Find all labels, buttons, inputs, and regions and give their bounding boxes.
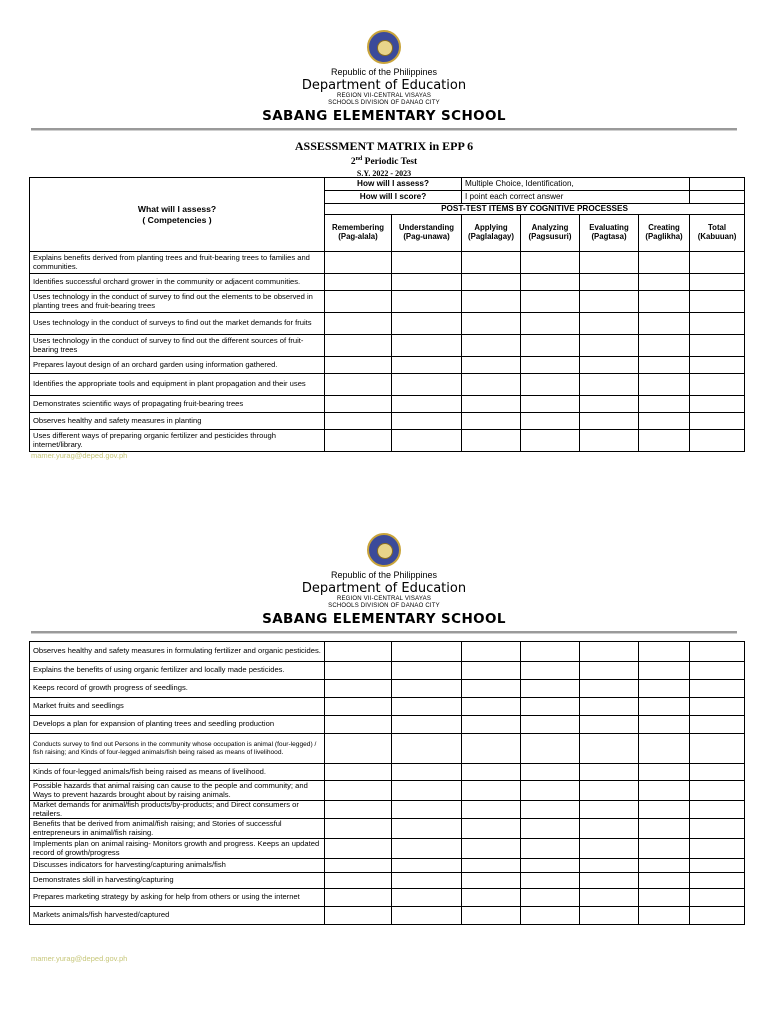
count-cell [462,413,521,430]
count-cell [462,274,521,291]
page2-competency-rows [30,642,745,925]
how-score-label: How will I score? [325,191,462,204]
count-cell [462,873,521,889]
count-cell [325,396,392,413]
count-cell [639,716,690,734]
count-cell [521,839,580,859]
count-cell [639,335,690,357]
count-cell [392,781,462,801]
count-cell [580,734,639,764]
count-cell [462,734,521,764]
count-cell [639,357,690,374]
level-fil: (Paglalagay) [468,232,514,241]
count-cell [392,839,462,859]
periodic-rest: Periodic Test [362,157,418,168]
count-cell [639,413,690,430]
school-name: SABANG ELEMENTARY SCHOOL [262,108,506,124]
count-cell [580,859,639,873]
competency-row [30,734,745,764]
competency-text: Develops a plan for expansion of planting trees and seedling production [30,716,325,734]
count-cell [580,819,639,839]
how-assess-value: Multiple Choice, Identification, [462,178,690,191]
competency-text: Benefits that be derived from animal/fish raising; and Stories of successful entrepreneurs in animal/fish raising. [30,819,325,839]
count-cell [690,335,745,357]
count-cell [580,680,639,698]
count-cell [462,781,521,801]
count-cell [521,873,580,889]
level-fil: (Pagtasa) [591,232,627,241]
empty-cell [690,191,745,204]
competency-row [30,413,745,430]
count-cell [325,430,392,452]
level-evaluating [580,215,639,252]
count-cell [462,801,521,819]
count-cell [690,430,745,452]
competencies-label: ( Competencies ) [142,214,212,225]
region-text: REGION VII-CENTRAL VISAYAS [336,93,432,99]
competency-text: Uses different ways of preparing organic fertilizer and pesticides through internet/library. [30,430,325,452]
count-cell [639,734,690,764]
how-score-value: I point each correct answer [462,191,690,204]
count-cell [690,764,745,781]
count-cell [521,680,580,698]
count-cell [690,716,745,734]
count-cell [392,291,462,313]
periodic-sup: nd [355,156,363,162]
count-cell [639,819,690,839]
count-cell [521,764,580,781]
count-cell [639,764,690,781]
count-cell [580,252,639,274]
level-en: Understanding [398,223,454,233]
count-cell [392,680,462,698]
deped-seal-icon [367,30,401,64]
count-cell [392,873,462,889]
competency-row [30,680,745,698]
count-cell [580,313,639,335]
count-cell [690,274,745,291]
count-cell [462,313,521,335]
republic-text: Republic of the Philippines [330,570,438,580]
count-cell [639,662,690,680]
count-cell [580,764,639,781]
count-cell [690,734,745,764]
count-cell [462,839,521,859]
count-cell [690,396,745,413]
level-fil: (Kabuuan) [697,232,737,241]
title-periodic [0,153,768,168]
competency-text: Implements plan on animal raising- Monitors growth and progress. Keeps an updated record of growth/progress [30,839,325,859]
count-cell [639,374,690,396]
count-cell [639,642,690,662]
count-cell [392,716,462,734]
count-cell [639,859,690,873]
count-cell [462,357,521,374]
count-cell [580,335,639,357]
count-cell [325,859,392,873]
count-cell [462,698,521,716]
count-cell [521,734,580,764]
count-cell [690,859,745,873]
count-cell [325,873,392,889]
deped-seal-icon [367,533,401,567]
count-cell [580,716,639,734]
count-cell [462,662,521,680]
count-cell [580,642,639,662]
count-cell [580,801,639,819]
count-cell [392,734,462,764]
count-cell [325,781,392,801]
count-cell [580,413,639,430]
count-cell [521,413,580,430]
count-cell [462,907,521,925]
count-cell [639,781,690,801]
count-cell [639,680,690,698]
level-en: Applying [474,223,508,233]
count-cell [521,698,580,716]
competency-text: Prepares marketing strategy by asking for help from others or using the internet [30,889,325,907]
count-cell [325,907,392,925]
level-fil: (Paglikha) [645,232,683,241]
page1-competency-rows [30,252,745,452]
count-cell [690,413,745,430]
count-cell [690,889,745,907]
competency-row [30,819,745,839]
count-cell [580,396,639,413]
count-cell [639,274,690,291]
assessment-matrix-table-continued [29,641,745,925]
count-cell [462,335,521,357]
competency-row [30,698,745,716]
count-cell [639,430,690,452]
competency-row [30,716,745,734]
count-cell [580,907,639,925]
count-cell [639,313,690,335]
competency-text: Market fruits and seedlings [30,698,325,716]
level-fil: (Pag-unawa) [403,232,450,241]
competency-text: Uses technology in the conduct of survey to find out the elements to be observed in planting trees and fruit-bearing trees [30,291,325,313]
count-cell [392,819,462,839]
count-cell [392,430,462,452]
count-cell [392,859,462,873]
count-cell [521,335,580,357]
count-cell [521,357,580,374]
count-cell [462,374,521,396]
count-cell [580,430,639,452]
count-cell [392,642,462,662]
count-cell [462,430,521,452]
count-cell [521,859,580,873]
count-cell [325,662,392,680]
count-cell [325,819,392,839]
count-cell [392,801,462,819]
competency-text: Market demands for animal/fish products/by-products; and Direct consumers or retailers. [30,801,325,819]
count-cell [690,839,745,859]
count-cell [392,374,462,396]
assessment-matrix-table [29,177,745,452]
count-cell [521,801,580,819]
level-creating [639,215,690,252]
competency-text: Conducts survey to find out Persons in the community whose occupation is animal (four-legged) / fish raising; and Kinds of four-legged animals/fish being raised as means of livelihood. [30,734,325,764]
count-cell [521,313,580,335]
competency-row [30,291,745,313]
count-cell [690,357,745,374]
count-cell [325,335,392,357]
count-cell [392,662,462,680]
competency-row [30,357,745,374]
count-cell [521,716,580,734]
count-cell [580,291,639,313]
count-cell [690,680,745,698]
count-cell [325,889,392,907]
count-cell [639,907,690,925]
competency-row [30,335,745,357]
count-cell [325,357,392,374]
competency-row [30,839,745,859]
level-en: Evaluating [589,223,629,233]
competency-row [30,859,745,873]
count-cell [580,357,639,374]
level-understanding [392,215,462,252]
page2-header [0,533,768,634]
count-cell [325,252,392,274]
count-cell [690,801,745,819]
header-divider [31,128,737,131]
count-cell [462,819,521,839]
count-cell [639,839,690,859]
count-cell [462,642,521,662]
count-cell [690,873,745,889]
count-cell [639,873,690,889]
competency-row [30,313,745,335]
count-cell [521,396,580,413]
competency-text: Explains the benefits of using organic fertilizer and locally made pesticides. [30,662,325,680]
count-cell [392,357,462,374]
what-assess-label: What will I assess? [137,203,217,214]
competency-text: Identifies the appropriate tools and equipment in plant propagation and their uses [30,374,325,396]
count-cell [690,907,745,925]
level-remembering [325,215,392,252]
count-cell [639,801,690,819]
competency-text: Markets animals/fish harvested/captured [30,907,325,925]
count-cell [690,781,745,801]
level-applying [462,215,521,252]
count-cell [392,764,462,781]
count-cell [325,413,392,430]
post-test-header: POST-TEST ITEMS BY COGNITIVE PROCESSES [325,204,745,215]
count-cell [639,252,690,274]
count-cell [392,413,462,430]
competency-row [30,781,745,801]
count-cell [462,859,521,873]
page1-header [0,30,768,131]
footer-email: mamer.yurag@deped.gov.ph [31,954,128,963]
count-cell [690,313,745,335]
count-cell [325,291,392,313]
competency-text: Uses technology in the conduct of surveys to find out the market demands for fruits [30,313,325,335]
count-cell [580,662,639,680]
how-assess-label: How will I assess? [325,178,462,191]
division-text: SCHOOLS DIVISION OF DANAO CITY [328,603,440,609]
competency-row [30,396,745,413]
count-cell [521,291,580,313]
count-cell [325,698,392,716]
count-cell [580,889,639,907]
count-cell [521,889,580,907]
count-cell [690,291,745,313]
competency-text: Observes healthy and safety measures in planting [30,413,325,430]
competency-text: Explains benefits derived from planting trees and fruit-bearing trees to families and communities. [30,252,325,274]
count-cell [325,642,392,662]
competency-text: Discusses indicators for harvesting/capturing animals/fish [30,859,325,873]
count-cell [325,716,392,734]
competency-row [30,274,745,291]
competency-text: Demonstrates skill in harvesting/capturing [30,873,325,889]
count-cell [690,374,745,396]
count-cell [462,396,521,413]
competency-row [30,801,745,819]
count-cell [580,374,639,396]
competencies-header [30,178,325,252]
count-cell [690,252,745,274]
count-cell [690,662,745,680]
count-cell [690,642,745,662]
count-cell [580,839,639,859]
school-name: SABANG ELEMENTARY SCHOOL [262,611,506,627]
count-cell [580,781,639,801]
count-cell [325,734,392,764]
level-en: Creating [648,223,680,233]
level-fil: (Pagsusuri) [528,232,572,241]
competency-text: Keeps record of growth progress of seedlings. [30,680,325,698]
competency-text: Observes healthy and safety measures in formulating fertilizer and organic pesticides. [30,642,325,662]
competency-row [30,252,745,274]
count-cell [392,907,462,925]
department-text: Department of Education [301,78,467,93]
periodic-ordinal: 2 [350,157,356,168]
competency-text: Demonstrates scientific ways of propagating fruit-bearing trees [30,396,325,413]
department-text: Department of Education [301,581,467,596]
count-cell [462,764,521,781]
count-cell [325,680,392,698]
competency-text: Kinds of four-legged animals/fish being raised as means of livelihood. [30,764,325,781]
competency-row [30,430,745,452]
competency-row [30,907,745,925]
count-cell [580,873,639,889]
count-cell [325,764,392,781]
count-cell [392,252,462,274]
school-year: S.Y. 2022 - 2023 [356,169,412,179]
count-cell [521,662,580,680]
count-cell [392,274,462,291]
count-cell [521,274,580,291]
level-fil: (Pag-alala) [338,232,378,241]
competency-text: Possible hazards that animal raising can cause to the people and community; and Ways to prevent hazards brought about by raising animals. [30,781,325,801]
count-cell [690,698,745,716]
count-cell [639,291,690,313]
level-total [690,215,745,252]
count-cell [521,252,580,274]
count-cell [521,430,580,452]
count-cell [521,374,580,396]
empty-cell [690,178,745,191]
republic-text: Republic of the Philippines [330,67,438,77]
footer-email: mamer.yurag@deped.gov.ph [31,451,128,460]
count-cell [462,680,521,698]
header-divider [31,631,737,634]
region-text: REGION VII-CENTRAL VISAYAS [336,596,432,602]
competency-row [30,764,745,781]
count-cell [580,274,639,291]
count-cell [521,907,580,925]
count-cell [392,335,462,357]
level-en: Remembering [332,223,384,233]
matrix-title [0,139,768,179]
count-cell [580,698,639,716]
count-cell [392,313,462,335]
competency-text: Uses technology in the conduct of survey to find out the different sources of fruit-bearing trees [30,335,325,357]
competency-row [30,873,745,889]
count-cell [392,396,462,413]
count-cell [462,889,521,907]
count-cell [639,698,690,716]
level-en: Total [708,223,727,233]
level-analyzing [521,215,580,252]
title-main: ASSESSMENT MATRIX in EPP 6 [294,139,474,153]
count-cell [639,396,690,413]
competency-text: Prepares layout design of an orchard garden using information gathered. [30,357,325,374]
competency-text: Identifies successful orchard grower in the community or adjacent communities. [30,274,325,291]
count-cell [392,698,462,716]
count-cell [462,291,521,313]
competency-row [30,642,745,662]
competency-row [30,374,745,396]
count-cell [325,801,392,819]
count-cell [690,819,745,839]
count-cell [521,781,580,801]
count-cell [639,889,690,907]
count-cell [392,889,462,907]
count-cell [521,819,580,839]
division-text: SCHOOLS DIVISION OF DANAO CITY [328,100,440,106]
level-en: Analyzing [531,223,569,233]
competency-row [30,889,745,907]
count-cell [325,313,392,335]
count-cell [325,274,392,291]
count-cell [325,374,392,396]
count-cell [462,716,521,734]
competency-row [30,662,745,680]
count-cell [462,252,521,274]
count-cell [521,642,580,662]
count-cell [325,839,392,859]
